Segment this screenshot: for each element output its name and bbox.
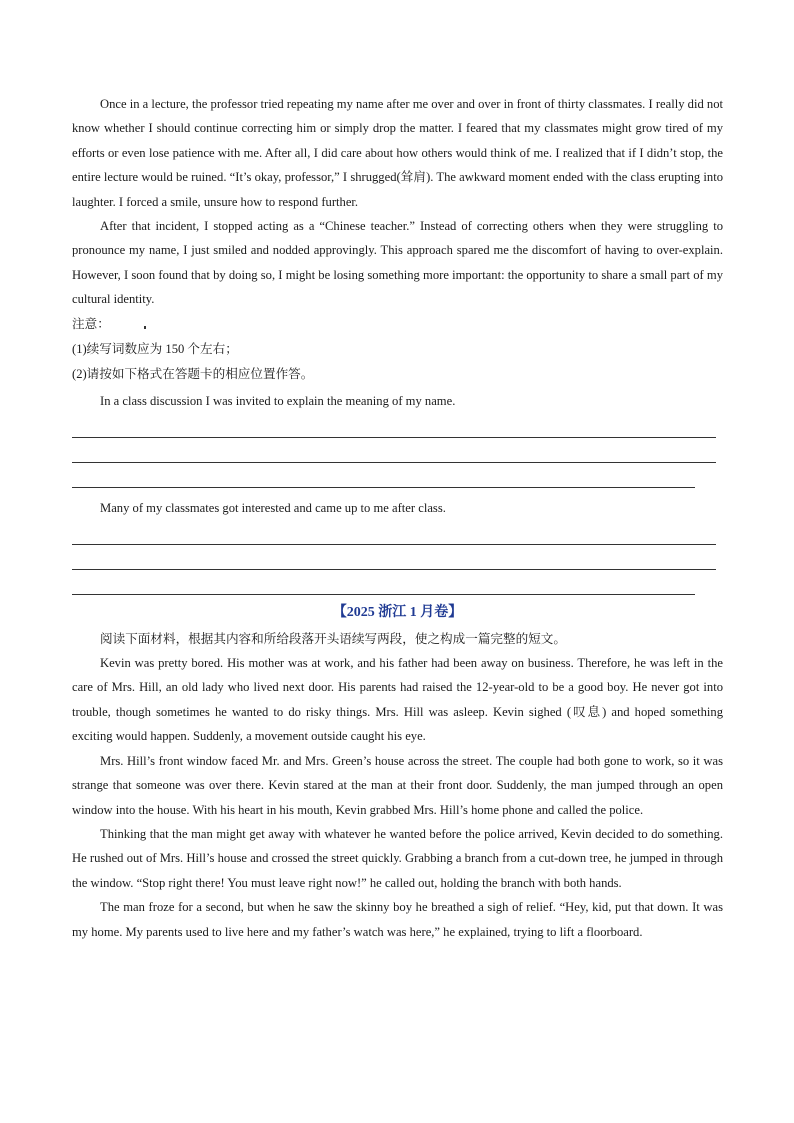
writing-line — [72, 570, 695, 595]
writing-line — [72, 413, 716, 438]
document-page — [72, 92, 723, 944]
notes-title: 注意： — [72, 316, 110, 331]
comma-mark — [144, 326, 146, 329]
section-heading: 【2025 浙江 1 月卷】 — [332, 604, 463, 620]
notes-item-2: (2)请按如下格式在答题卡的相应位置作答。 — [72, 366, 314, 381]
story-paragraph-4: The man froze for a second, but when he saw the skinny boy he breathed a sigh of relief. “Hey, kid, put that down. It was my home. My parents used to live here and my father’s watch was here,” he explained, trying to lift a floorboard. — [72, 900, 723, 939]
section-instruction: 阅读下面材料，根据其内容和所给段落开头语续写两段，使之构成一篇完整的短文。 — [100, 631, 566, 646]
story-paragraph-3: Thinking that the man might get away with whatever he wanted before the police arrived, Kevin decided to do something. He rushed out of Mrs. Hill’s house and crossed the street quickly. Grabbing a branch from a cut-down tree, he jumped in through the window. “Stop right there! You must leave right now!” he called out, holding the branch with both hands. — [72, 826, 723, 890]
story-paragraph-2: Mrs. Hill’s front window faced Mr. and Mrs. Green’s house across the street. The couple had both gone to work, so it was strange that someone was over there. Kevin stared at the man at their front door. Suddenly, the man jumped through an open window into the house. With his heart in his mouth, Kevin grabbed Mrs. Hill’s home phone and called the police. — [72, 753, 723, 817]
story-paragraph-1: Kevin was pretty bored. His mother was at work, and his father had been away on business. Therefore, he was left in the care of Mrs. Hill, an old lady who lived next door. His parents had raised the 12-year-old to be a good boy. He never got into trouble, though sometimes he wanted to do risky things. Mrs. Hill was asleep. Kevin sighed (叹息) and hoped something exciting would happen. Suddenly, a movement outside caught his eye. — [72, 656, 723, 744]
passage-paragraph-1: Once in a lecture, the professor tried repeating my name after me over and over in front of thirty classmates. I really did not know whether I should continue correcting him or simply drop the matter. I feared that my classmates might grow tired of my efforts or even lose patience with me. After all, I did care about how others would think of me. I realized that if I didn’t stop, the entire lecture would be ruined. “It’s okay, professor,” I shrugged(耸肩). The awkward moment ended with the class erupting into laughter. I forced a smile, unsure how to respond further. — [72, 97, 723, 209]
writing-line — [72, 520, 716, 545]
paragraph-start-2: Many of my classmates got interested and came up to me after class. — [100, 500, 446, 515]
paragraph-start-1: In a class discussion I was invited to explain the meaning of my name. — [100, 393, 456, 408]
writing-line — [72, 545, 716, 570]
writing-lines-2 — [72, 520, 723, 595]
writing-lines-1 — [72, 413, 723, 488]
writing-line — [72, 438, 716, 463]
notes-item-1: (1)续写词数应为 150 个左右； — [72, 341, 238, 356]
writing-line — [72, 463, 695, 488]
passage-paragraph-2: After that incident, I stopped acting as a “Chinese teacher.” Instead of correcting others when they were struggling to pronounce my name, I just smiled and nodded approvingly. This approach spared me the discomfort of having to over-explain. However, I soon found that by doing so, I might be losing something more important: the opportunity to share a small part of my cultural identity. — [72, 219, 723, 307]
